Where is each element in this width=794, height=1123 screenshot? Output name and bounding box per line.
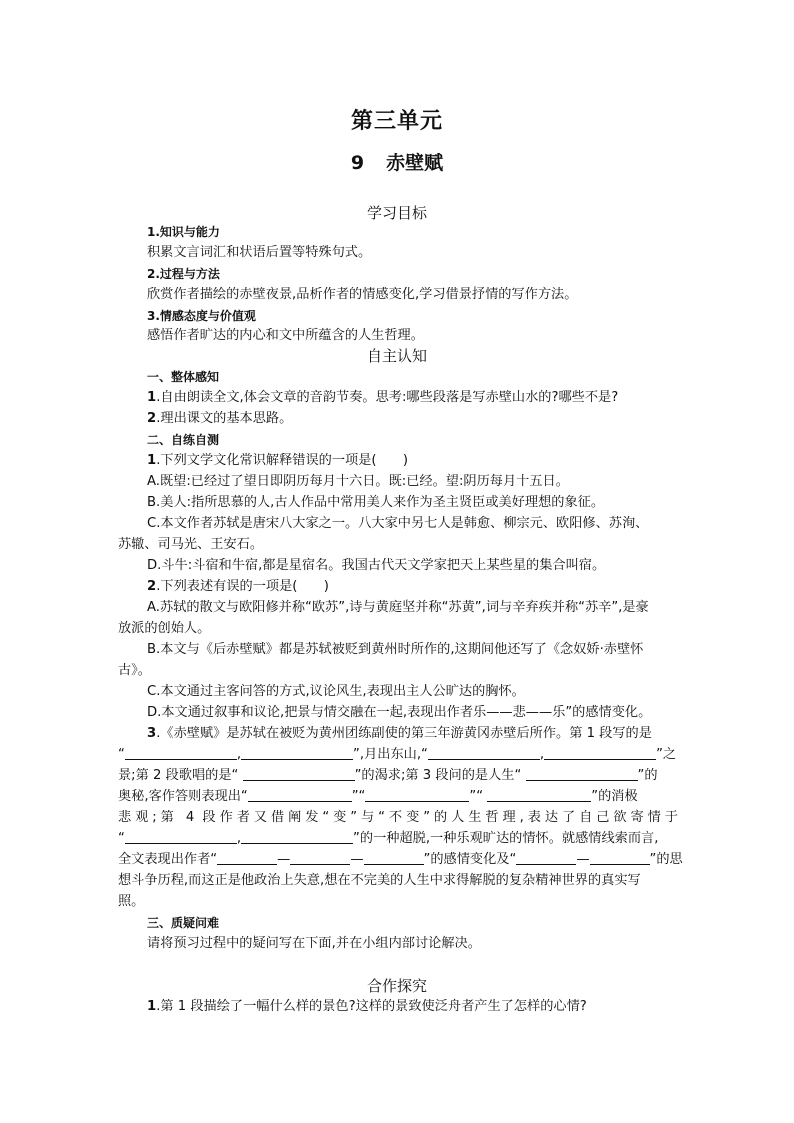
fill-blank[interactable] [364, 850, 424, 865]
part2-q2-option-b-cont: 古》。 [118, 663, 151, 678]
fill-blank[interactable] [526, 766, 638, 781]
part2-q3-line-6: “ , ”的一种超脱,一种乐观旷达的情怀。就感情线索而言, [118, 831, 659, 846]
fill-blank[interactable] [217, 850, 277, 865]
part2-q2-option-a: A.苏轼的散文与欧阳修并称“欧苏”,诗与黄庭坚并称“苏黄”,词与辛弃疾并称“苏辛”,是豪 [147, 600, 649, 615]
part1-q2: 2.理出课文的基本思路。 [147, 411, 293, 426]
fill-blank[interactable] [290, 850, 350, 865]
part2-q1-option-c-cont: 苏辙、司马光、王安石。 [118, 537, 264, 552]
part2-q3-line-9: 照。 [118, 894, 145, 909]
part2-title: 二、自练自测 [147, 433, 220, 447]
part1-q1: 1.自由朗读全文,体会文章的音韵节奏。思考:哪些段落是写赤壁山水的?哪些不是? [147, 390, 619, 405]
objective-3-label: 3.情感态度与价值观 [147, 309, 256, 323]
fill-blank[interactable] [487, 787, 591, 802]
objective-1-text: 积累文言词汇和状语后置等特殊句式。 [147, 245, 372, 260]
objective-1-label: 1.知识与能力 [147, 225, 220, 239]
objectives-heading: 学习目标 [366, 204, 427, 222]
fill-blank[interactable] [248, 787, 352, 802]
part2-q2-option-c: C.本文通过主客问答的方式,议论风生,表现出主人公旷达的胸怀。 [147, 684, 525, 699]
part2-q3-line-8: 想斗争历程,而这正是他政治上失意,想在不完美的人生中求得解脱的复杂精神世界的真实写 [118, 873, 641, 888]
unit-title: 第三单元 [350, 109, 443, 134]
objective-2-text: 欣赏作者描绘的赤壁夜景,品析作者的情感变化,学习借景抒情的写作方法。 [147, 287, 578, 302]
fill-blank[interactable] [544, 745, 656, 760]
part2-q2-option-b: B.本文与《后赤壁赋》都是苏轼被贬到黄州时所作的,这期间他还写了《念奴娇·赤壁怀 [147, 642, 644, 657]
objective-3-text: 感悟作者旷达的内心和文中所蕴含的人生哲理。 [147, 328, 424, 343]
self-study-heading: 自主认知 [366, 347, 427, 365]
part2-q3-line-2: “ , ”,月出东山,“ , ”之 [118, 747, 677, 762]
part2-q3-line-1: 3.《赤壁赋》是苏轼在被贬为黄州团练副使的第三年游黄冈赤壁后所作。第 1 段写的是 [147, 726, 652, 741]
part2-q1-option-a: A.既望:已经过了望日即阴历每月十六日。既:已经。望:阴历每月十五日。 [147, 474, 569, 489]
part2-q1-option-d: D.斗牛:斗宿和牛宿,都是星宿名。我国古代天文学家把天上某些星的集合叫宿。 [147, 558, 606, 573]
part2-q3-line-3: 景;第 2 段歌唱的是“ ”的渴求;第 3 段问的是人生“ ”的 [118, 768, 658, 783]
part2-q2-option-a-cont: 放派的创始人。 [118, 621, 211, 636]
part2-q2-stem: 2.下列表述有误的一项是( ) [147, 579, 329, 594]
part1-title: 一、整体感知 [147, 370, 220, 384]
part3-text: 请将预习过程中的疑问写在下面,并在小组内部讨论解决。 [147, 936, 481, 951]
part2-q1-stem: 1.下列文学文化常识解释错误的一项是( ) [147, 453, 409, 468]
inquiry-heading: 合作探究 [366, 977, 427, 995]
fill-blank[interactable] [125, 829, 237, 844]
fill-blank[interactable] [428, 745, 540, 760]
fill-blank[interactable] [365, 787, 469, 802]
fill-blank[interactable] [516, 850, 576, 865]
part2-q1-option-b: B.美人:指所思慕的人,古人作品中常用美人来作为圣主贤臣或美好理想的象征。 [147, 495, 605, 510]
part2-q3-line-7: 全文表现出作者“ — — ”的感情变化及“ — ”的思 [118, 852, 683, 867]
fill-blank[interactable] [241, 745, 353, 760]
lesson-title [0, 148, 794, 175]
fill-blank[interactable] [590, 850, 650, 865]
part2-q3-line-4: 奥秘,客作答则表现出“ ”“ ”“ ”的消极 [118, 789, 638, 804]
part2-q1-option-c: C.本文作者苏轼是唐宋八大家之一。八大家中另七人是韩愈、柳宗元、欧阳修、苏洵、 [147, 516, 649, 531]
inquiry-q1: 1.第 1 段描绘了一幅什么样的景色?这样的景致使泛舟者产生了怎样的心情? [147, 999, 587, 1014]
part2-q2-option-d: D.本文通过叙事和议论,把景与情交融在一起,表现出作者乐——悲——乐”的感情变化。 [147, 705, 652, 720]
fill-blank[interactable] [243, 766, 355, 781]
objective-2-label: 2.过程与方法 [147, 267, 220, 281]
lesson-name: 赤壁赋 [386, 152, 444, 174]
fill-blank[interactable] [241, 829, 353, 844]
lesson-number: 9 [350, 152, 365, 174]
part3-title: 三、质疑问难 [147, 916, 220, 930]
fill-blank[interactable] [125, 745, 237, 760]
part2-q3-line-5: 悲观;第 4 段作者又借阐发“变”与“不变”的人生哲理,表达了自己欲寄情于 [118, 810, 678, 825]
